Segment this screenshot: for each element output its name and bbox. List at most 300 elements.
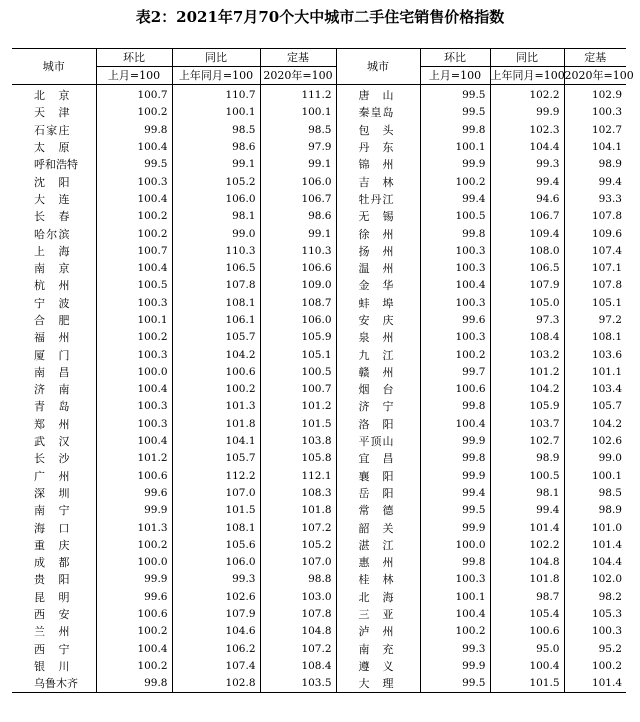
- mom-value-cell: 100.3: [96, 295, 172, 312]
- yoy-value-cell: 106.7: [490, 208, 564, 225]
- table-row: [12, 519, 626, 536]
- table-row: [12, 398, 626, 415]
- yoy-value-cell: 105.7: [172, 329, 260, 346]
- mom-value-cell: 100.2: [96, 329, 172, 346]
- table-row: [12, 277, 626, 294]
- base-value-cell: 101.4: [564, 675, 626, 693]
- yoy-value-cell: 95.0: [490, 641, 564, 658]
- mom-value-cell: 100.4: [96, 381, 172, 398]
- yoy-value-cell: 107.9: [490, 277, 564, 294]
- base-value-cell: 106.6: [260, 260, 336, 277]
- base-value-cell: 100.1: [260, 104, 336, 121]
- city-name-cell: 西安: [34, 608, 70, 622]
- city-name-cell: 南京: [34, 262, 70, 276]
- city-name-cell: 长春: [34, 210, 70, 224]
- mom-value-cell: 99.4: [420, 485, 490, 502]
- city-name-cell: 郑州: [34, 417, 70, 431]
- mom-value-cell: 100.4: [96, 433, 172, 450]
- city-name-cell: 上海: [34, 244, 70, 258]
- base-value-cell: 105.9: [260, 329, 336, 346]
- table-row: [12, 554, 626, 571]
- yoy-value-cell: 106.5: [490, 260, 564, 277]
- mom-value-cell: 100.0: [96, 364, 172, 381]
- mom-value-cell: 99.8: [420, 398, 490, 415]
- city-name-cell: 安庆: [336, 312, 420, 329]
- mom-value-cell: 99.8: [420, 450, 490, 467]
- mom-value-cell: 99.9: [96, 571, 172, 588]
- base-value-cell: 106.0: [260, 312, 336, 329]
- table-row: [12, 329, 626, 346]
- yoy-value-cell: 105.7: [172, 450, 260, 467]
- city-name-cell: 沈阳: [34, 175, 70, 189]
- yoy-value-cell: 107.8: [172, 277, 260, 294]
- mom-value-cell: 99.9: [96, 502, 172, 519]
- city-name-cell: 乌鲁木齐: [12, 675, 96, 693]
- table-row: [12, 364, 626, 381]
- table-title: 表2：2021年7月70个大中城市二手住宅销售价格指数: [135, 8, 505, 26]
- city-name-cell: 呼和浩特: [34, 158, 78, 172]
- base-value-cell: 99.1: [260, 225, 336, 242]
- mom-value-cell: 99.7: [420, 364, 490, 381]
- city-name-cell: 青岛: [34, 400, 70, 414]
- city-name-cell: 岳阳: [336, 485, 420, 502]
- base-value-cell: 101.1: [564, 364, 626, 381]
- yoy-value-cell: 99.1: [172, 156, 260, 173]
- city-name-cell: 包头: [336, 122, 420, 139]
- yoy-value-cell: 99.4: [490, 502, 564, 519]
- base-column-header: 定基: [260, 49, 336, 67]
- yoy-value-cell: 99.3: [172, 571, 260, 588]
- yoy-value-cell: 101.8: [490, 571, 564, 588]
- base-value-cell: 105.1: [564, 295, 626, 312]
- base-value-cell: 109.6: [564, 225, 626, 242]
- base-column-header: 定基: [564, 49, 626, 67]
- yoy-value-cell: 105.6: [172, 537, 260, 554]
- city-name-cell: 宜昌: [336, 450, 420, 467]
- mom-value-cell: 99.9: [420, 433, 490, 450]
- yoy-column-header: 同比: [172, 49, 260, 67]
- yoy-value-cell: 107.9: [172, 606, 260, 623]
- yoy-value-cell: 104.2: [490, 381, 564, 398]
- mom-value-cell: 100.2: [96, 208, 172, 225]
- city-name-cell: 秦皇岛: [336, 104, 420, 121]
- mom-value-cell: 100.3: [420, 571, 490, 588]
- base-value-cell: 100.2: [564, 658, 626, 675]
- yoy-value-cell: 98.6: [172, 139, 260, 156]
- table-row: [12, 243, 626, 260]
- city-name-cell: 贵阳: [34, 573, 70, 587]
- city-name-cell: 石家庄: [34, 123, 70, 137]
- base-value-cell: 109.0: [260, 277, 336, 294]
- base-value-cell: 108.7: [260, 295, 336, 312]
- mom-value-cell: 100.2: [420, 623, 490, 640]
- city-name-cell: 厦门: [34, 348, 70, 362]
- base-value-cell: 108.1: [564, 329, 626, 346]
- mom-value-cell: 100.4: [420, 277, 490, 294]
- base-value-cell: 103.0: [260, 589, 336, 606]
- mom-value-cell: 99.6: [96, 485, 172, 502]
- base-value-cell: 107.2: [260, 641, 336, 658]
- table-row: [12, 156, 626, 173]
- mom-value-cell: 99.8: [420, 122, 490, 139]
- city-name-cell: 昆明: [34, 590, 70, 604]
- base-value-cell: 102.6: [564, 433, 626, 450]
- table-row: [12, 225, 626, 242]
- yoy-value-cell: 102.8: [172, 675, 260, 693]
- mom-value-cell: 100.1: [420, 139, 490, 156]
- city-name-cell: 南昌: [34, 365, 70, 379]
- mom-column-header: 环比: [96, 49, 172, 67]
- base-value-cell: 98.8: [260, 571, 336, 588]
- city-name-cell: 唐山: [336, 85, 420, 105]
- base-value-cell: 103.6: [564, 346, 626, 363]
- city-name-cell: 西宁: [34, 642, 70, 656]
- city-name-cell: 广州: [34, 469, 70, 483]
- base-value-cell: 102.0: [564, 571, 626, 588]
- base-value-cell: 99.1: [260, 156, 336, 173]
- mom-value-cell: 100.5: [420, 208, 490, 225]
- yoy-value-cell: 105.9: [490, 398, 564, 415]
- base-value-cell: 107.8: [564, 208, 626, 225]
- table-row: [12, 485, 626, 502]
- mom-value-cell: 101.3: [96, 519, 172, 536]
- mom-value-cell: 99.6: [420, 312, 490, 329]
- base-value-cell: 102.9: [564, 85, 626, 105]
- mom-value-cell: 100.2: [96, 623, 172, 640]
- mom-value-cell: 99.4: [420, 191, 490, 208]
- yoy-value-cell: 108.1: [172, 295, 260, 312]
- yoy-value-cell: 100.5: [490, 468, 564, 485]
- mom-value-cell: 99.5: [420, 502, 490, 519]
- base-value-cell: 104.8: [260, 623, 336, 640]
- table-row: [12, 675, 626, 693]
- city-name-cell: 北海: [336, 589, 420, 606]
- base-value-cell: 105.1: [260, 346, 336, 363]
- city-column-header: 城市: [12, 49, 96, 85]
- table-row: [12, 658, 626, 675]
- city-name-cell: 蚌埠: [336, 295, 420, 312]
- mom-value-cell: 100.4: [96, 641, 172, 658]
- mom-value-cell: 100.2: [96, 537, 172, 554]
- base-value-cell: 107.8: [564, 277, 626, 294]
- yoy-value-cell: 98.9: [490, 450, 564, 467]
- table-row: [12, 450, 626, 467]
- mom-value-cell: 100.1: [96, 312, 172, 329]
- base-value-cell: 98.6: [260, 208, 336, 225]
- city-name-cell: 南充: [336, 641, 420, 658]
- city-name-cell: 宁波: [34, 296, 70, 310]
- yoy-value-cell: 101.8: [172, 416, 260, 433]
- yoy-value-cell: 100.1: [172, 104, 260, 121]
- yoy-value-cell: 108.0: [490, 243, 564, 260]
- mom-value-cell: 99.9: [420, 156, 490, 173]
- base-value-cell: 107.4: [564, 243, 626, 260]
- base-value-cell: 105.3: [564, 606, 626, 623]
- city-name-cell: 杭州: [34, 279, 70, 293]
- yoy-value-cell: 99.9: [490, 104, 564, 121]
- city-name-cell: 洛阳: [336, 416, 420, 433]
- mom-value-cell: 99.8: [96, 675, 172, 693]
- city-name-cell: 哈尔滨: [34, 227, 70, 241]
- base-value-cell: 104.2: [564, 416, 626, 433]
- yoy-value-cell: 105.4: [490, 606, 564, 623]
- table-row: [12, 173, 626, 190]
- yoy-value-cell: 112.2: [172, 468, 260, 485]
- mom-value-cell: 100.3: [96, 346, 172, 363]
- yoy-value-cell: 104.1: [172, 433, 260, 450]
- city-name-cell: 九江: [336, 346, 420, 363]
- mom-value-cell: 99.5: [420, 85, 490, 105]
- mom-value-cell: 100.7: [96, 85, 172, 105]
- base-value-cell: 99.4: [564, 173, 626, 190]
- base-value-cell: 93.3: [564, 191, 626, 208]
- mom-value-cell: 99.8: [420, 225, 490, 242]
- mom-value-cell: 100.3: [420, 329, 490, 346]
- mom-value-cell: 100.1: [420, 589, 490, 606]
- mom-value-cell: 100.4: [96, 139, 172, 156]
- base-value-cell: 98.5: [564, 485, 626, 502]
- yoy-value-cell: 106.0: [172, 191, 260, 208]
- city-name-cell: 韶关: [336, 519, 420, 536]
- mom-value-cell: 99.8: [96, 122, 172, 139]
- table-row: [12, 191, 626, 208]
- base-value-cell: 100.7: [260, 381, 336, 398]
- price-index-table: [12, 48, 634, 693]
- mom-value-cell: 99.5: [96, 156, 172, 173]
- city-name-cell: 无锡: [336, 208, 420, 225]
- city-name-cell: 海口: [34, 521, 70, 535]
- base-value-cell: 100.3: [564, 104, 626, 121]
- base-value-cell: 97.9: [260, 139, 336, 156]
- yoy-subheader: 上年同月=100: [172, 67, 260, 85]
- base-value-cell: 100.3: [564, 623, 626, 640]
- base-value-cell: 110.3: [260, 243, 336, 260]
- table-body: [12, 85, 626, 693]
- yoy-value-cell: 106.2: [172, 641, 260, 658]
- yoy-value-cell: 104.4: [490, 139, 564, 156]
- base-value-cell: 106.0: [260, 173, 336, 190]
- table-row: [12, 295, 626, 312]
- yoy-value-cell: 105.0: [490, 295, 564, 312]
- base-value-cell: 103.4: [564, 381, 626, 398]
- base-value-cell: 112.1: [260, 468, 336, 485]
- base-value-cell: 95.2: [564, 641, 626, 658]
- yoy-value-cell: 102.3: [490, 122, 564, 139]
- city-name-cell: 吉林: [336, 173, 420, 190]
- mom-value-cell: 100.6: [420, 381, 490, 398]
- yoy-value-cell: 102.2: [490, 537, 564, 554]
- base-value-cell: 98.2: [564, 589, 626, 606]
- table-row: [12, 571, 626, 588]
- yoy-value-cell: 103.7: [490, 416, 564, 433]
- table-row: [12, 606, 626, 623]
- city-name-cell: 福州: [34, 331, 70, 345]
- mom-value-cell: 100.4: [420, 606, 490, 623]
- table-row: [12, 381, 626, 398]
- city-name-cell: 扬州: [336, 243, 420, 260]
- city-name-cell: 合肥: [34, 314, 70, 327]
- table-row: [12, 433, 626, 450]
- table-row: [12, 537, 626, 554]
- yoy-value-cell: 99.3: [490, 156, 564, 173]
- yoy-value-cell: 94.6: [490, 191, 564, 208]
- yoy-value-cell: 100.6: [172, 364, 260, 381]
- yoy-value-cell: 102.2: [490, 85, 564, 105]
- base-value-cell: 101.8: [260, 502, 336, 519]
- base-value-cell: 104.4: [564, 554, 626, 571]
- yoy-value-cell: 99.0: [172, 225, 260, 242]
- mom-value-cell: 100.2: [96, 658, 172, 675]
- yoy-value-cell: 110.7: [172, 85, 260, 105]
- city-name-cell: 银川: [34, 659, 70, 673]
- city-name-cell: 徐州: [336, 225, 420, 242]
- table-row: [12, 208, 626, 225]
- mom-value-cell: 101.2: [96, 450, 172, 467]
- yoy-value-cell: 101.5: [490, 675, 564, 693]
- table-row: [12, 346, 626, 363]
- mom-value-cell: 99.9: [420, 658, 490, 675]
- base-value-cell: 107.2: [260, 519, 336, 536]
- table-row: [12, 104, 626, 121]
- mom-value-cell: 100.2: [96, 104, 172, 121]
- base-value-cell: 102.7: [564, 122, 626, 139]
- yoy-value-cell: 99.4: [490, 173, 564, 190]
- city-name-cell: 平顶山: [336, 433, 420, 450]
- yoy-value-cell: 102.6: [172, 589, 260, 606]
- yoy-value-cell: 110.3: [172, 243, 260, 260]
- city-name-cell: 大连: [34, 192, 70, 206]
- base-value-cell: 105.7: [564, 398, 626, 415]
- base-value-cell: 111.2: [260, 85, 336, 105]
- mom-value-cell: 100.4: [420, 416, 490, 433]
- mom-subheader: 上月=100: [420, 67, 490, 85]
- base-value-cell: 101.0: [564, 519, 626, 536]
- yoy-value-cell: 108.4: [490, 329, 564, 346]
- table-row: [12, 502, 626, 519]
- mom-value-cell: 100.7: [96, 243, 172, 260]
- base-value-cell: 101.5: [260, 416, 336, 433]
- base-value-cell: 103.5: [260, 675, 336, 693]
- yoy-column-header: 同比: [490, 49, 564, 67]
- yoy-value-cell: 100.6: [490, 623, 564, 640]
- yoy-value-cell: 107.4: [172, 658, 260, 675]
- city-name-cell: 济宁: [336, 398, 420, 415]
- city-name-cell: 襄阳: [336, 468, 420, 485]
- mom-value-cell: 99.5: [420, 675, 490, 693]
- mom-value-cell: 99.5: [420, 104, 490, 121]
- base-value-cell: 104.1: [564, 139, 626, 156]
- yoy-value-cell: 106.5: [172, 260, 260, 277]
- yoy-value-cell: 103.2: [490, 346, 564, 363]
- mom-value-cell: 99.8: [420, 554, 490, 571]
- city-name-cell: 重庆: [34, 538, 70, 552]
- base-subheader: 2020年=100: [260, 67, 336, 85]
- city-name-cell: 武汉: [34, 435, 70, 449]
- table-row: [12, 416, 626, 433]
- city-name-cell: 泉州: [336, 329, 420, 346]
- base-value-cell: 105.2: [260, 537, 336, 554]
- base-value-cell: 105.8: [260, 450, 336, 467]
- base-subheader: 2020年=100: [564, 67, 626, 85]
- city-name-cell: 湛江: [336, 537, 420, 554]
- city-name-cell: 南宁: [34, 504, 70, 518]
- mom-value-cell: 100.2: [420, 173, 490, 190]
- mom-value-cell: 100.6: [96, 606, 172, 623]
- city-name-cell: 桂林: [336, 571, 420, 588]
- mom-value-cell: 99.9: [420, 519, 490, 536]
- table-row: [12, 468, 626, 485]
- base-value-cell: 101.4: [564, 537, 626, 554]
- city-name-cell: 长沙: [34, 452, 70, 466]
- city-name-cell: 常德: [336, 502, 420, 519]
- yoy-value-cell: 108.1: [172, 519, 260, 536]
- table-row: [12, 260, 626, 277]
- base-value-cell: 106.7: [260, 191, 336, 208]
- table-row: [12, 589, 626, 606]
- mom-value-cell: 100.3: [420, 260, 490, 277]
- mom-value-cell: 100.3: [96, 416, 172, 433]
- mom-value-cell: 100.3: [96, 173, 172, 190]
- mom-column-header: 环比: [420, 49, 490, 67]
- base-value-cell: 107.0: [260, 554, 336, 571]
- base-value-cell: 108.4: [260, 658, 336, 675]
- header-row-subheads: [12, 67, 626, 85]
- mom-value-cell: 99.9: [420, 468, 490, 485]
- mom-value-cell: 100.2: [420, 346, 490, 363]
- city-name-cell: 惠州: [336, 554, 420, 571]
- city-name-cell: 牡丹江: [336, 191, 420, 208]
- yoy-value-cell: 98.5: [172, 122, 260, 139]
- mom-value-cell: 100.6: [96, 468, 172, 485]
- city-name-cell: 济南: [34, 383, 70, 397]
- yoy-value-cell: 101.5: [172, 502, 260, 519]
- yoy-value-cell: 109.4: [490, 225, 564, 242]
- yoy-value-cell: 100.2: [172, 381, 260, 398]
- yoy-subheader: 上年同月=100: [490, 67, 564, 85]
- mom-subheader: 上月=100: [96, 67, 172, 85]
- base-value-cell: 98.9: [564, 502, 626, 519]
- base-value-cell: 98.5: [260, 122, 336, 139]
- city-name-cell: 泸州: [336, 623, 420, 640]
- city-name-cell: 温州: [336, 260, 420, 277]
- mom-value-cell: 100.4: [96, 191, 172, 208]
- base-value-cell: 107.8: [260, 606, 336, 623]
- city-name-cell: 成都: [34, 556, 70, 570]
- yoy-value-cell: 98.7: [490, 589, 564, 606]
- yoy-value-cell: 101.3: [172, 398, 260, 415]
- yoy-value-cell: 106.1: [172, 312, 260, 329]
- city-name-cell: 遵义: [336, 658, 420, 675]
- base-value-cell: 103.8: [260, 433, 336, 450]
- city-name-cell: 三亚: [336, 606, 420, 623]
- city-name-cell: 兰州: [34, 625, 70, 639]
- yoy-value-cell: 100.4: [490, 658, 564, 675]
- table-row: [12, 85, 626, 105]
- mom-value-cell: 100.3: [420, 243, 490, 260]
- mom-value-cell: 100.2: [96, 225, 172, 242]
- city-name-cell: 北京: [34, 89, 70, 103]
- yoy-value-cell: 104.6: [172, 623, 260, 640]
- base-value-cell: 100.1: [564, 468, 626, 485]
- base-value-cell: 99.0: [564, 450, 626, 467]
- city-name-cell: 锦州: [336, 156, 420, 173]
- yoy-value-cell: 101.4: [490, 519, 564, 536]
- mom-value-cell: 100.3: [96, 398, 172, 415]
- city-name-cell: 太原: [34, 141, 70, 155]
- yoy-value-cell: 101.2: [490, 364, 564, 381]
- table-row: [12, 122, 626, 139]
- yoy-value-cell: 104.8: [490, 554, 564, 571]
